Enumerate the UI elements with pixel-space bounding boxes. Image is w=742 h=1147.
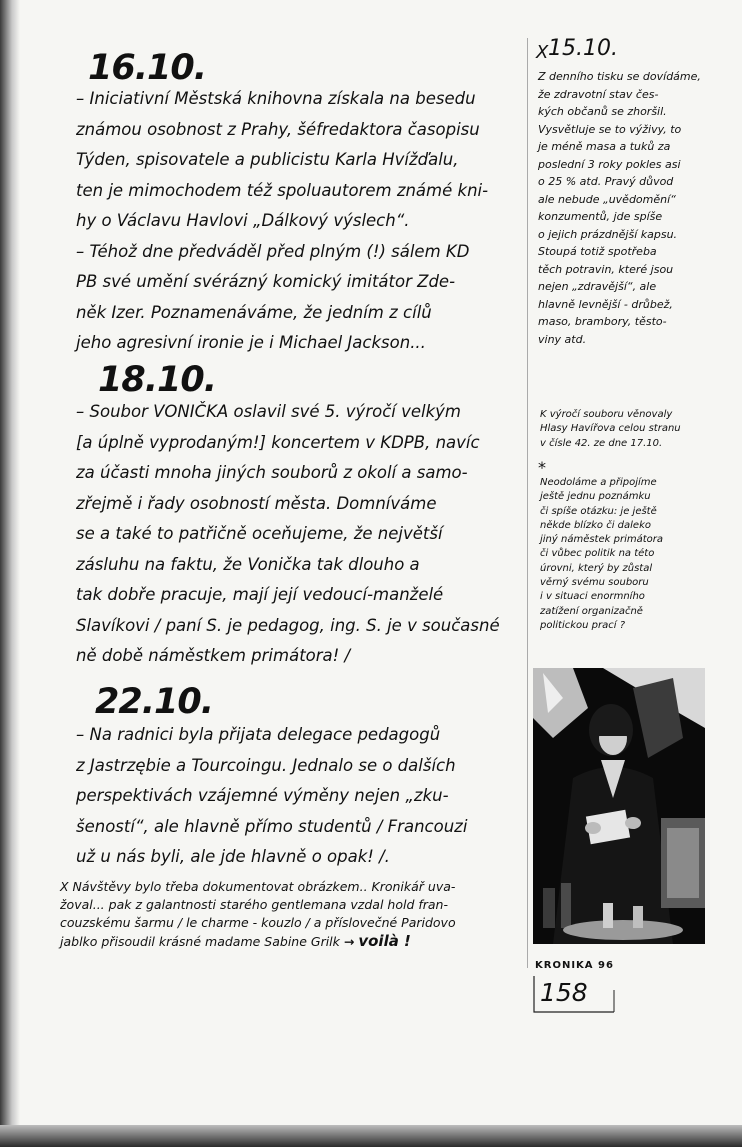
sidebar-line: těch potravin, které jsou [538, 262, 674, 276]
entry-line: [a úplně vyprodaným!] koncertem v KDPB, navíc [76, 432, 480, 452]
column-divider [527, 38, 528, 968]
entry-line: známou osobnost z Prahy, šéfredaktora časopisu [76, 119, 480, 139]
sidebar-line: v čísle 42. ze dne 17.10. [540, 437, 663, 449]
footnote-line-text: jablko přisoudil krásné madame Sabine Grilk [60, 934, 340, 949]
entry-line: – Soubor VONIČKA oslavil své 5. výročí velkým [76, 402, 461, 421]
vonicka-press-note [540, 408, 730, 451]
entry-line: hy o Václavu Havlovi „Dálkový výslech“. [76, 211, 410, 230]
entry-line: – Na radnici byla přijata delegace pedagogů [76, 725, 441, 744]
sidebar-line: poslední 3 roky pokles asi [538, 157, 681, 171]
sidebar-line: Stoupá totiž spotřeba [538, 245, 657, 258]
sidebar-line: či spíše otázku: je ještě [540, 505, 657, 517]
entry-line: perspektivách vzájemné výměny nejen „zku- [76, 786, 449, 805]
entry-line: ně době náměstkem primátora! / [76, 646, 351, 665]
sidebar-line: nejen „zdravější“, ale [538, 280, 657, 293]
sidebar-line: konzumentů, jde spíše [538, 210, 663, 223]
sidebar-line: či vůbec politik na této [540, 548, 655, 560]
sidebar-line: úrovni, který by zůstal [540, 562, 653, 574]
sidebar-line: někde blízko či daleko [540, 519, 651, 531]
sidebar-line: i v situaci enormního [540, 591, 645, 603]
chronicle-label: KRONIKA 96 [535, 960, 614, 971]
entry-line: šeností“, ale hlavně přímo studentů / Francouzi [76, 816, 468, 836]
sidebar-line: Hlasy Havířova celou stranu [540, 423, 681, 435]
date-heading-18-10: 18.10. [98, 360, 217, 400]
sidebar-line: Neodoláme a připojíme [540, 477, 657, 488]
footnote-line [60, 932, 530, 950]
page-number: 158 [540, 978, 588, 1007]
sidebar-line: věrný svému souboru [540, 577, 649, 589]
entry-line: už u nás byli, ale jde hlavně o opak! /. [76, 847, 390, 866]
sidebar-line: ale nebude „uvědomění“ [538, 192, 676, 206]
sidebar-line: viny atd. [538, 332, 587, 346]
sidebar-line: jiný náměstek primátora [540, 534, 663, 546]
sidebar-line: je méně masa a tuků za [538, 140, 671, 153]
sidebar-line: o 25 % atd. Pravý důvod [538, 175, 674, 188]
entry-line: – Iniciativní Městská knihovna získala na besedu [76, 89, 476, 108]
footnote-line: couzskému šarmu / le charme - kouzlo / a příslovečné Paridovo [60, 915, 456, 930]
scan-edge [0, 1125, 742, 1147]
sidebar-line: Vysvětluje se to výživy, to [538, 122, 682, 136]
sidebar-line: kých občanů se zhoršil. [538, 105, 667, 118]
entry-line: PB své umění svérázný komický imitátor Zde- [76, 272, 456, 291]
entry-line: ten je mimochodem též spoluautorem známé kni- [76, 180, 489, 200]
sidebar-line: hlavně levnější - drůbež, [538, 297, 673, 311]
sidebar-line: politickou prací ? [540, 619, 625, 631]
entry-line: se a také to patřičně oceňujeme, že největší [76, 524, 443, 543]
sidebar-line: o jejich prázdnější kapsu. [538, 227, 678, 241]
entry-line: z Jastrzębie a Tourcoingu. Jednalo se o dalších [76, 755, 456, 775]
entry-16-10 [76, 84, 526, 359]
sidebar-line: Z denního tisku se dovídáme, [538, 70, 701, 83]
voila-text: voilà ! [358, 932, 411, 950]
sidebar-line: ještě jednu poznámku [540, 491, 651, 503]
photo-image [533, 668, 705, 944]
footnote-line: žoval... pak z galantnosti starého gentlemana vzdal hold fran- [60, 897, 448, 912]
entry-line: – Téhož dne předváděl před plným (!) sálem KD [76, 241, 470, 261]
photo-delegate [533, 668, 705, 944]
sidebar-line: zatížení organizačně [540, 605, 643, 617]
binding-shadow [0, 0, 20, 1147]
footnote-line: X Návštěvy bylo třeba dokumentovat obrázkem.. Kronikář uva- [60, 879, 456, 894]
entry-line: za účasti mnoha jiných souborů z okolí a samo- [76, 463, 468, 482]
arrow-right-icon: → [343, 934, 355, 949]
entry-line: Týden, spisovatele a publicistu Karla Hvížďalu, [76, 150, 459, 169]
entry-line: jeho agresivní ironie je i Michael Jackson... [76, 333, 426, 352]
asterisk-marker: * [538, 458, 546, 477]
footnote [60, 878, 530, 950]
date-heading-22-10: 22.10. [95, 682, 214, 722]
entry-line: něk Izer. Poznamenáváme, že jedním z cílů [76, 302, 432, 322]
entry-22-10 [76, 720, 526, 873]
sidebar-line: že zdravotní stav čes- [538, 87, 659, 101]
sidebar-date-15-10: 15.10. [548, 36, 618, 61]
date-heading-16-10: 16.10. [88, 48, 207, 88]
cross-marker: X [536, 42, 549, 63]
question-note [540, 476, 730, 633]
entry-line: zřejmě i řady osobností města. Domníváme [76, 493, 437, 513]
entry-line: tak dobře pracuje, mají její vedoucí-manželé [76, 585, 444, 604]
sidebar-health-note [538, 68, 728, 348]
entry-line: Slavíkovi / paní S. je pedagog, ing. S. je v současné [76, 615, 500, 635]
sidebar-line: K výročí souboru věnovaly [540, 409, 673, 420]
entry-18-10 [76, 397, 526, 672]
sidebar-line: maso, brambory, těsto- [538, 315, 667, 328]
entry-line: zásluhu na faktu, že Vonička tak dlouho a [76, 554, 420, 574]
